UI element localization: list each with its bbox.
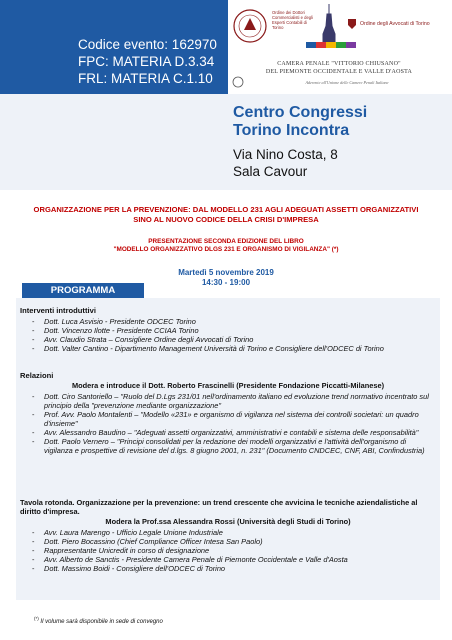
footnote-text: Il volume sarà disponibile in sede di convegno: [40, 619, 163, 625]
frl-code: FRL: MATERIA C.1.10: [78, 71, 213, 86]
venue-address: Via Nino Costa, 8 Sala Cavour: [233, 147, 338, 179]
moderator: Modera la Prof.ssa Alessandra Rossi (Università degli Studi di Torino): [105, 517, 351, 526]
relazioni-list: [20, 392, 436, 455]
programma-header: PROGRAMMA: [22, 283, 144, 299]
camera-penale-seal-icon: [232, 76, 244, 88]
list-item: - Avv. Alessandro Baudino – "Adeguati assetti organizzativi, amministrativi e contabili e sistema delle responsabilità": [20, 428, 436, 437]
list-item: - Dott. Valter Cantino - Dipartimento Management Università di Torino e Consigliere dell'ODCEC di Torino: [20, 344, 436, 353]
avvocati-label: Ordine degli Avvocati di Torino: [360, 21, 430, 27]
list-item: - Dott. Massimo Boidi - Consigliere dell'ODCEC di Torino: [20, 564, 436, 573]
section-tavola: [20, 498, 436, 573]
footnote: [34, 616, 434, 625]
list-item: - Dott. Luca Asvisio - Presidente ODCEC Torino: [20, 317, 436, 326]
logo-color-bars-icon: [306, 42, 356, 48]
section-relazioni: [20, 371, 436, 455]
program-panel: [16, 298, 440, 600]
header-panel-left: [0, 94, 228, 190]
section-intro: [20, 306, 436, 353]
fpc-code: FPC: MATERIA D.3.34: [78, 54, 215, 69]
list-item: - Avv. Laura Marengo - Ufficio Legale Unione Industriale: [20, 528, 436, 537]
list-item: - Dott. Ciro Santoriello – "Ruolo del D.Lgs 231/01 nell'ordinamento italiano ed evoluzione trend normativo incentrato sul principio della "prevenzione mediante organizzazione": [20, 392, 436, 410]
event-code: Codice evento: 162970: [78, 37, 217, 52]
dottori-commercialisti-logo-icon: [232, 8, 268, 44]
event-code-block: [78, 36, 228, 87]
camera-penale-sub-label: Aderente all'Unione delle Camere Penali Italiane: [305, 80, 389, 85]
intro-list: [20, 317, 436, 353]
section-title: Relazioni: [20, 371, 54, 380]
list-item: - Dott. Vincenzo Ilotte - Presidente CCIAA Torino: [20, 326, 436, 335]
section-title: Tavola rotonda. Organizzazione per la prevenzione: un trend crescente che avvicina le tecniche aziendalistiche al diritto d'impresa.: [20, 498, 418, 516]
list-item: - Dott. Paolo Vernero – "Principi consolidati per la redazione dei modelli organizzativi e l'attività dell'organismo di vigilanza e prospettive di revisione del d.lgs. 8 giugno 2001, n. 231" (Documento CNDCEC, CNF, ABI, Confindustria): [20, 437, 436, 455]
event-date: Martedì 5 novembre 2019 14:30 - 19:00: [178, 268, 274, 287]
avvocati-crest-icon: [346, 18, 358, 30]
list-item: - Prof. Avv. Paolo Montalenti – "Modello «231» e organismo di vigilanza nel sistema dei controlli societari: un quadro d'insieme": [20, 410, 436, 428]
list-item: - Rappresentante Unicredit in corso di designazione: [20, 546, 436, 555]
dottori-commercialisti-label: Ordine dei Dottori Commercialisti e degli Esperti Contabili di Torino: [272, 10, 313, 30]
camera-penale-label: CAMERA PENALE "VITTORIO CHIUSANO" DEL PIEMONTE OCCIDENTALE E VALLE D'AOSTA: [265, 61, 413, 75]
venue-name: Centro Congressi Torino Incontra: [233, 104, 368, 139]
moderator: Modera e introduce il Dott. Roberto Frascinelli (Presidente Fondazione Piccatti-Milanese): [71, 381, 385, 390]
footnote-mark: (*): [34, 616, 39, 621]
logos-area: [228, 0, 452, 94]
event-title: ORGANIZZAZIONE PER LA PREVENZIONE: DAL MODELLO 231 AGLI ADEGUATI ASSETTI ORGANIZZATIVI SINO AL NUOVO CODICE DELLA CRISI D'IMPRESA: [33, 205, 419, 224]
list-item: - Avv. Alberto de Sanctis - Presidente Camera Penale di Piemonte Occidentale e Valle d'Aosta: [20, 555, 436, 564]
list-item: - Avv. Claudio Strata – Consigliere Ordine degli Avvocati di Torino: [20, 335, 436, 344]
tavola-list: [20, 528, 436, 573]
list-item: - Dott. Piero Bocassino (Chief Compliance Officer Intesa San Paolo): [20, 537, 436, 546]
section-title: Interventi introduttivi: [20, 306, 96, 315]
book-presentation: PRESENTAZIONE SECONDA EDIZIONE DEL LIBRO "MODELLO ORGANIZZATIVO DLGS 231 E ORGANISMO DI VIGILANZA" (*): [113, 238, 339, 253]
